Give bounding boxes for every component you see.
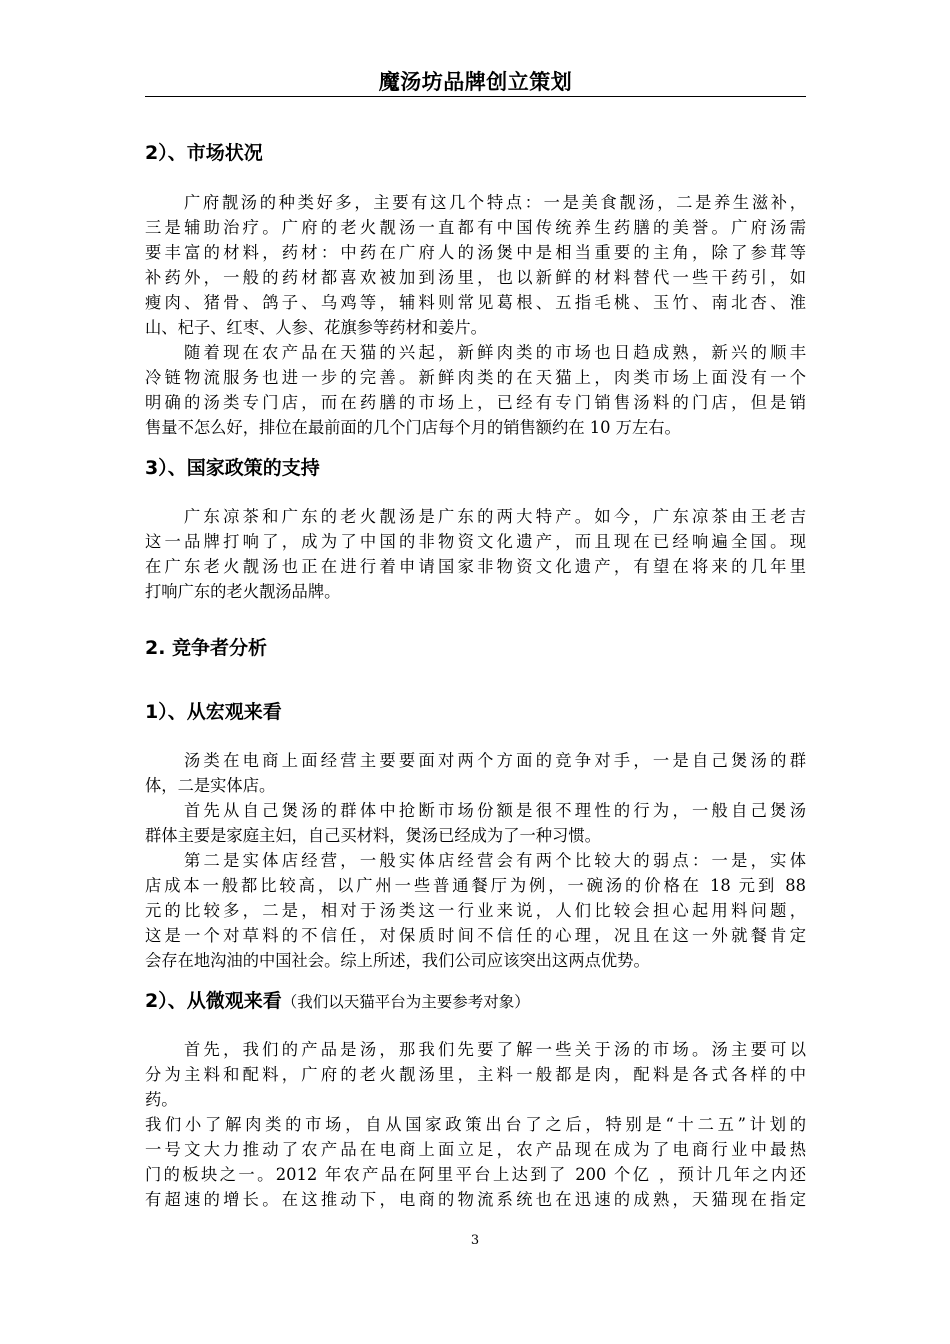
paragraph-line: 补药外，一般的药材都喜欢被加到汤里，也以新鲜的材料替代一些干药引，如 bbox=[145, 268, 806, 287]
document-header-title: 魔汤坊品牌创立策划 bbox=[378, 70, 573, 94]
paragraph-line: 瘦肉、猪骨、鸽子、乌鸡等，辅料则常见葛根、五指毛桃、玉竹、南北杏、淮 bbox=[145, 293, 806, 312]
section-heading-note: （我们以天猫平台为主要参考对象） bbox=[281, 993, 530, 1011]
paragraph-line: 三是辅助治疗。广府的老火靓汤一直都有中国传统养生药膳的美誉。广府汤需 bbox=[145, 218, 806, 237]
paragraph-line: 广东凉茶和广东的老火靓汤是广东的两大特产。如今，广东凉茶由王老吉 bbox=[184, 507, 806, 526]
paragraph-line: 山、杞子、红枣、人参、花旗参等药材和姜片。 bbox=[145, 318, 487, 337]
paragraph-line: 我们小了解肉类的市场，自从国家政策出台了之后，特别是“十二五”计划的 bbox=[145, 1115, 806, 1134]
section-heading-text: 2. 竞争者分析 bbox=[145, 637, 268, 659]
paragraph-line: 售量不怎么好，排位在最前面的几个门店每个月的销售额约在 10 万左右。 bbox=[145, 418, 681, 437]
paragraph-line: 广府靓汤的种类好多，主要有这几个特点：一是美食靓汤，二是养生滋补， bbox=[184, 193, 806, 212]
section-heading-text: 1）、从宏观来看 bbox=[145, 701, 282, 723]
paragraph-line: 有超速的增长。在这推动下，电商的物流系统也在迅速的成熟，天猫现在指定 bbox=[145, 1190, 806, 1209]
paragraph-line: 群体主要是家庭主妇，自己买材料，煲汤已经成为了一种习惯。 bbox=[145, 826, 601, 845]
paragraph-line: 要丰富的材料，药材：中药在广府人的汤煲中是相当重要的主角，除了参茸等 bbox=[145, 243, 806, 262]
section-heading-text: 2）、从微观来看 bbox=[145, 990, 282, 1012]
paragraph-line: 冷链物流服务也进一步的完善。新鲜肉类的在天猫上，肉类市场上面没有一个 bbox=[145, 368, 806, 387]
paragraph-line: 汤类在电商上面经营主要要面对两个方面的竞争对手，一是自己煲汤的群 bbox=[184, 751, 806, 770]
paragraph-line: 第二是实体店经营，一般实体店经营会有两个比较大的弱点：一是，实体 bbox=[184, 851, 806, 870]
paragraph-line: 体，二是实体店。 bbox=[145, 776, 276, 795]
paragraph-line: 随着现在农产品在天猫的兴起，新鲜肉类的市场也日趋成熟，新兴的顺丰 bbox=[184, 343, 806, 362]
header-divider bbox=[145, 96, 806, 97]
section-heading bbox=[145, 453, 320, 480]
paragraph-line: 打响广东的老火靓汤品牌。 bbox=[145, 582, 341, 601]
section-heading-text: 2）、市场状况 bbox=[145, 142, 263, 164]
paragraph-line: 首先从自己煲汤的群体中抢断市场份额是很不理性的行为，一般自己煲汤 bbox=[184, 801, 806, 820]
paragraph-line: 这一品牌打响了，成为了中国的非物资文化遗产，而且现在已经响遍全国。现 bbox=[145, 532, 806, 551]
section-heading bbox=[145, 138, 263, 165]
paragraph-line: 首先，我们的产品是汤，那我们先要了解一些关于汤的市场。汤主要可以 bbox=[184, 1040, 806, 1059]
paragraph-line: 这是一个对草料的不信任，对保质时间不信任的心理，况且在这一外就餐肯定 bbox=[145, 926, 806, 945]
paragraph-line: 会存在地沟油的中国社会。综上所述，我们公司应该突出这两点优势。 bbox=[145, 951, 650, 970]
section-heading bbox=[145, 633, 267, 660]
paragraph-line: 店成本一般都比较高，以广州一些普通餐厅为例，一碗汤的价格在 18 元到 88 bbox=[145, 876, 806, 895]
section-heading bbox=[145, 697, 282, 724]
paragraph-line: 明确的汤类专门店，而在药膳的市场上，已经有专门销售汤料的门店，但是销 bbox=[145, 393, 806, 412]
paragraph-line: 一号文大力推动了农产品在电商上面立足，农产品现在成为了电商行业中最热 bbox=[145, 1140, 806, 1159]
section-heading-text: 3）、国家政策的支持 bbox=[145, 457, 320, 479]
paragraph-line: 在广东老火靓汤也正在进行着申请国家非物资文化遗产，有望在将来的几年里 bbox=[145, 557, 806, 576]
paragraph-line: 门的板块之一。2012 年农产品在阿里平台上达到了 200 个亿 ，预计几年之内还 bbox=[145, 1165, 806, 1184]
page-number: 3 bbox=[470, 1233, 480, 1248]
section-heading bbox=[145, 986, 530, 1013]
paragraph-line: 元的比较多，二是，相对于汤类这一行业来说，人们比较会担心起用料问题， bbox=[145, 901, 806, 920]
paragraph-line: 药。 bbox=[145, 1090, 178, 1109]
paragraph-line: 分为主料和配料，广府的老火靓汤里，主料一般都是肉，配料是各式各样的中 bbox=[145, 1065, 806, 1084]
